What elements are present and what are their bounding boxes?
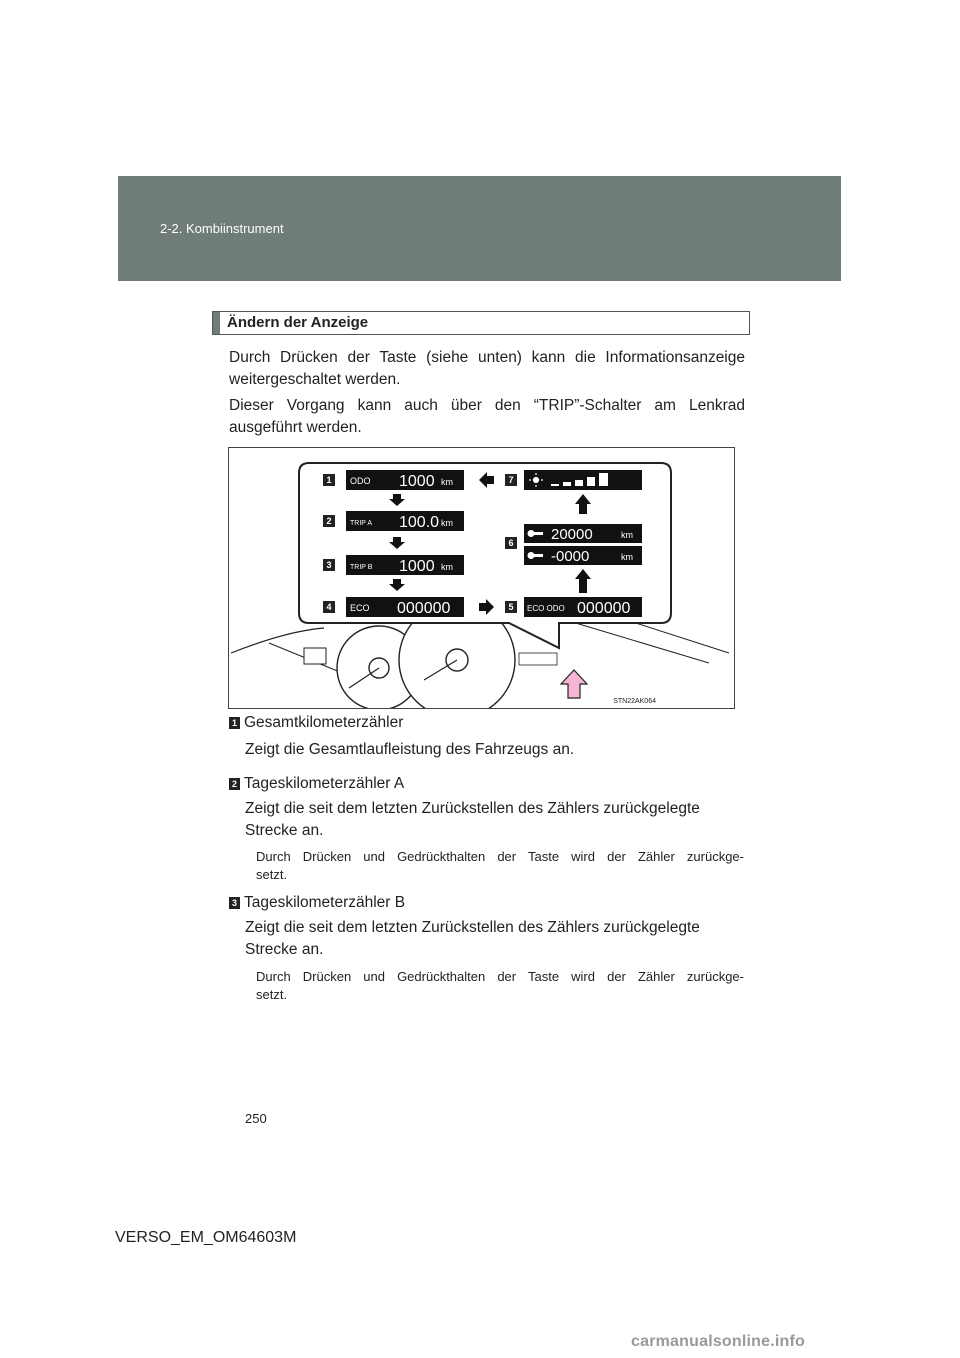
- item-1-desc: Zeigt die Gesamtlaufleistung des Fahrzeugs an.: [245, 741, 575, 758]
- intro-line-4: ausgeführt werden.: [229, 419, 362, 436]
- item-badge-3: 3: [229, 897, 240, 909]
- intro-line-3: Dieser Vorgang kann auch über den “TRIP”-Schalter am Lenkrad: [229, 397, 745, 414]
- display-6-value-b: -0000: [551, 548, 590, 565]
- list-item-2-title: [229, 775, 404, 793]
- item-1-title: Gesamtkilometerzähler: [244, 714, 404, 731]
- instrument-illustration: [229, 448, 734, 708]
- instrument-figure: [228, 447, 735, 709]
- item-3-desc-2: Strecke an.: [245, 941, 324, 958]
- figure-badge-7: 7: [508, 475, 514, 485]
- section-header: [118, 176, 841, 281]
- item-2-title: Tageskilometerzähler A: [244, 775, 405, 792]
- page-number: 250: [245, 1111, 267, 1126]
- heading-title: Ändern der Anzeige: [227, 314, 369, 331]
- item-2-desc-2: Strecke an.: [245, 822, 324, 839]
- display-1-unit: km: [441, 477, 453, 487]
- display-5-label: ECO ODO: [527, 604, 565, 613]
- display-2-value: 100.0: [399, 514, 440, 531]
- item-3-title: Tageskilometerzähler B: [244, 894, 406, 911]
- figure-badge-6: 6: [508, 538, 514, 548]
- list-item-1-title: [229, 714, 403, 732]
- display-2-unit: km: [441, 518, 453, 528]
- heading-bar: [213, 312, 220, 334]
- figure-badge-3: 3: [326, 560, 332, 570]
- item-badge-2: 2: [229, 778, 240, 790]
- display-6-unit-a: km: [621, 530, 633, 540]
- display-4-label: ECO: [350, 603, 370, 613]
- display-2-label: TRIP A: [350, 520, 373, 527]
- intro-line-2: weitergeschaltet werden.: [229, 371, 401, 388]
- item-2-desc-1: Zeigt die seit dem letzten Zurückstellen des Zählers zurückgelegte: [245, 800, 700, 817]
- section-title: 2-2. Kombiinstrument: [160, 221, 284, 236]
- figure-badge-5: 5: [508, 602, 514, 612]
- heading-box: [212, 311, 750, 335]
- display-6-unit-b: km: [621, 552, 633, 562]
- display-1-label: ODO: [350, 476, 371, 486]
- display-6-value-a: 20000: [551, 526, 593, 543]
- display-4-value: 000000: [397, 600, 451, 617]
- display-5-value: 000000: [577, 600, 631, 617]
- item-2-note-2: setzt.: [256, 867, 288, 882]
- item-badge-1: 1: [229, 717, 240, 729]
- watermark-link[interactable]: carmanualsonline.info: [631, 1333, 806, 1350]
- figure-code: STN22AK064: [613, 698, 656, 705]
- figure-badge-1: 1: [326, 475, 332, 485]
- display-3-value: 1000: [399, 558, 435, 575]
- item-3-note-1: Durch Drücken und Gedrückthalten der Taste wird der Zähler zurückge-: [256, 969, 744, 984]
- display-3-unit: km: [441, 562, 453, 572]
- intro-line-1: Durch Drücken der Taste (siehe unten) kann die Informationsanzeige: [229, 349, 745, 366]
- item-3-note-2: setzt.: [256, 987, 288, 1002]
- item-2-note-1: Durch Drücken und Gedrückthalten der Taste wird der Zähler zurückge-: [256, 849, 744, 864]
- figure-badge-4: 4: [326, 602, 332, 612]
- list-item-3-title: [229, 894, 405, 912]
- document-id: VERSO_EM_OM64603M: [115, 1229, 297, 1246]
- display-3-label: TRIP B: [350, 564, 373, 571]
- figure-badge-2: 2: [326, 516, 332, 526]
- display-1-value: 1000: [399, 473, 435, 490]
- item-3-desc-1: Zeigt die seit dem letzten Zurückstellen des Zählers zurückgelegte: [245, 919, 700, 936]
